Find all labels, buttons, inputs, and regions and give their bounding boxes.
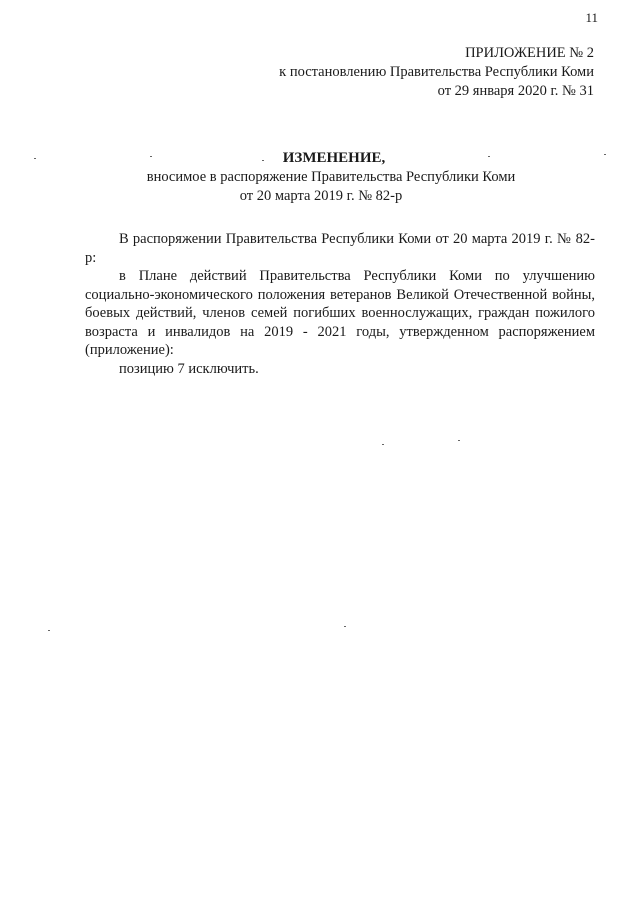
appendix-block (279, 44, 594, 101)
document-title: ИЗМЕНЕНИЕ, (282, 150, 386, 166)
document-subtitle: вносимое в распоряжение Правительства Республики Коми (146, 169, 516, 185)
scan-speck (262, 160, 264, 161)
page-number: 11 (585, 10, 598, 25)
body-paragraph: в Плане действий Правительства Республики Коми по улучшению социально-экономического положения ветеранов Великой Отечественной войны, боевых действий, членов семей погибших военнослужащих, граждан пожилого возраста и инвалидов на 2019 - 2021 годы, утвержденном распоряжением (приложение): (85, 268, 595, 358)
scan-speck (458, 440, 460, 441)
document-body (85, 230, 595, 378)
scan-speck (48, 630, 50, 631)
scan-speck (344, 626, 346, 627)
scan-speck (150, 156, 152, 157)
appendix-reference: к постановлению Правительства Республики Коми (279, 64, 594, 80)
appendix-date: от 29 января 2020 г. № 31 (437, 83, 594, 99)
scan-speck (488, 156, 490, 157)
scan-speck (604, 154, 606, 155)
appendix-title: ПРИЛОЖЕНИЕ № 2 (465, 45, 594, 61)
document-heading (0, 148, 640, 206)
scan-speck (382, 444, 384, 445)
document-subtitle-date: от 20 марта 2019 г. № 82-р (239, 188, 403, 204)
scan-speck (34, 158, 36, 159)
body-paragraph: В распоряжении Правительства Республики Коми от 20 марта 2019 г. № 82-р: (85, 231, 595, 266)
body-paragraph: позицию 7 исключить. (119, 360, 259, 377)
